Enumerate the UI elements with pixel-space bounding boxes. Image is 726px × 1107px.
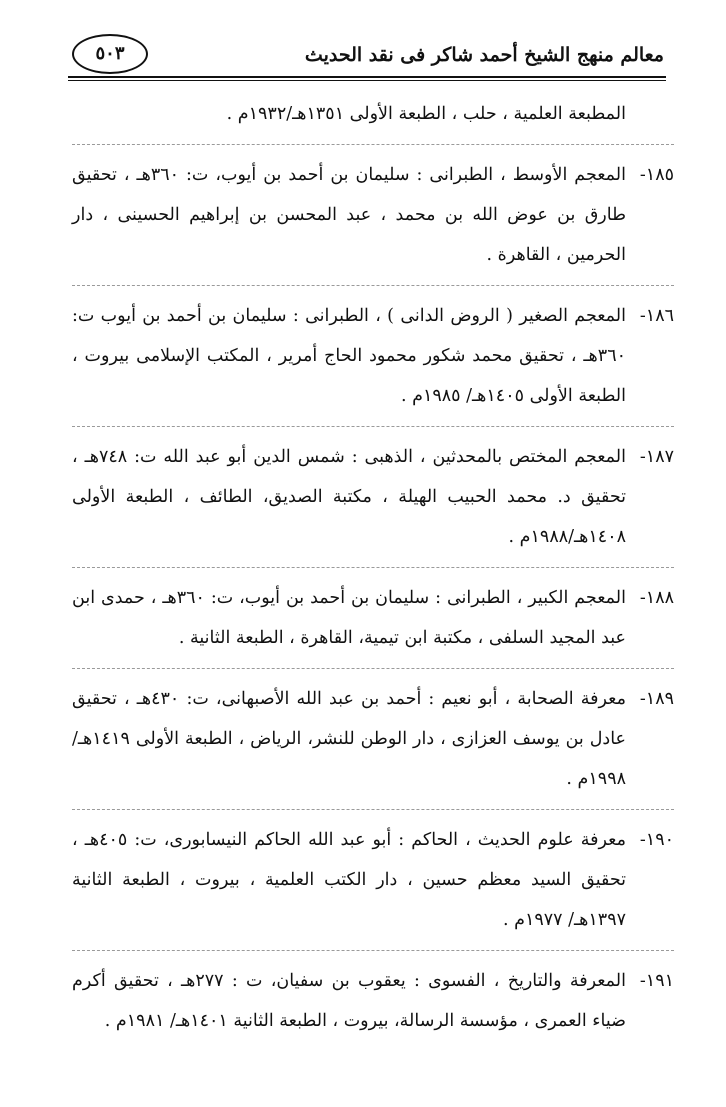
- entry-text: معرفة الصحابة ، أبو نعيم : أحمد بن عبد الله الأصبهانى، ت: ٤٣٠هـ ، تحقيق عادل بن يوسف العزازى ، دار الوطن للنشر، الرياض ، الطبعة الأولى ١٤١٩هـ/١٩٩٨م .: [72, 689, 626, 789]
- entry-divider: [72, 809, 674, 810]
- entry-text: المعجم الكبير ، الطبرانى : سليمان بن أحمد بن أيوب، ت: ٣٦٠هـ ، حمدى ابن عبد المجيد السلفى ، مكتبة ابن تيمية، القاهرة ، الطبعة الثانية .: [72, 588, 626, 648]
- page-number: ٥٠٣: [72, 34, 148, 74]
- entry-divider: [72, 426, 674, 427]
- bibliography-entry: [72, 961, 674, 1041]
- entry-text: المعجم الأوسط ، الطبرانى : سليمان بن أحمد بن أيوب، ت: ٣٦٠هـ ، تحقيق طارق بن عوض الله بن محمد ، عبد المحسن بن إبراهيم الحسينى ، دار الحرمين ، القاهرة .: [72, 165, 626, 265]
- entry-number: ١٨٦-: [639, 306, 674, 326]
- entry-number: ١٨٥-: [639, 165, 674, 185]
- entry-divider: [72, 567, 674, 568]
- header-rule: [68, 76, 666, 78]
- header-rule-thin: [68, 80, 666, 81]
- entry-number: ١٩٠-: [639, 830, 674, 850]
- running-header-title: معالم منهج الشيخ أحمد شاكر فى نقد الحديث: [304, 44, 664, 66]
- bibliography-entry: [72, 820, 674, 940]
- bibliography-entry: [72, 155, 674, 275]
- entry-text: المعجم المختص بالمحدثين ، الذهبى : شمس الدين أبو عبد الله ت: ٧٤٨هـ ، تحقيق د. محمد الحبيب الهيلة ، مكتبة الصديق، الطائف ، الطبعة الأولى ١٤٠٨هـ/١٩٨٨م .: [72, 447, 626, 547]
- entry-number: ١٩١-: [639, 971, 674, 991]
- bibliography-list: [72, 94, 674, 1041]
- running-header: [72, 26, 664, 76]
- entry-text: المعجم الصغير ( الروض الدانى ) ، الطبرانى : سليمان بن أحمد بن أيوب ت: ٣٦٠هـ ، تحقيق محمد شكور محمود الحاج أمرير ، المكتب الإسلامى بيروت ، الطبعة الأولى ١٤٠٥هـ/ ١٩٨٥م .: [72, 306, 626, 406]
- entry-divider: [72, 668, 674, 669]
- entry-number: ١٨٧-: [639, 447, 674, 467]
- bibliography-entry: [72, 679, 674, 799]
- bibliography-entry: [72, 578, 674, 658]
- entry-text: معرفة علوم الحديث ، الحاكم : أبو عبد الله الحاكم النيسابورى، ت: ٤٠٥هـ ، تحقيق السيد معظم حسين ، دار الكتب العلمية ، بيروت ، الطبعة الثانية ١٣٩٧هـ/ ١٩٧٧م .: [72, 830, 626, 930]
- bibliography-entry: [72, 296, 674, 416]
- continuation-line: المطبعة العلمية ، حلب ، الطبعة الأولى ١٣٥١هـ/١٩٣٢م .: [226, 104, 626, 124]
- entry-number: ١٨٩-: [639, 689, 674, 709]
- entry-divider: [72, 950, 674, 951]
- entry-divider: [72, 144, 674, 145]
- entry-divider: [72, 285, 674, 286]
- entry-number: ١٨٨-: [639, 588, 674, 608]
- entry-text: المعرفة والتاريخ ، الفسوى : يعقوب بن سفيان، ت : ٢٧٧هـ ، تحقيق أكرم ضياء العمرى ، مؤسسة الرسالة، بيروت ، الطبعة الثانية ١٤٠١هـ/ ١٩٨١م .: [72, 971, 626, 1031]
- bibliography-entry: [72, 437, 674, 557]
